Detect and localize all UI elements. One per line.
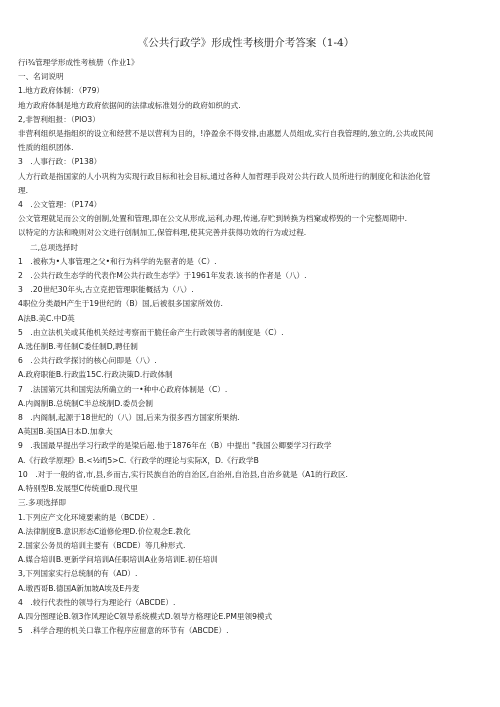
text-line: A.内阁制B.总统制C半总统制D.委员会制: [18, 398, 153, 408]
text-line: 1 .被称为•人事管理之父•和行为科学的先驱者的是（C）.: [18, 256, 217, 266]
text-line: 8 .内阁制,起源于18世纪的（八）国,后来为很多西方国家所果纳.: [18, 413, 240, 423]
text-line: 三.多项选择即: [18, 498, 66, 508]
text-line: A.选任制B.考任制C委任制D,聘任制: [18, 342, 138, 352]
text-line: A.政府职能B.行政监15C.行政决策D.行政体制: [18, 370, 173, 380]
text-line: 2.国家公务员的培训主要有（BCDE）等几种形式.: [18, 540, 186, 550]
text-line: 人方行政是指国家的人小巩构为实现行政目标和社会目标,通过各种人加哲理手段对公共行政人员所进行的制度化和法治化管: [18, 171, 431, 181]
text-line: 3 .人事行政：（P138）: [18, 157, 102, 167]
text-line: 1.地方政府体制：（P79）: [18, 86, 105, 96]
document-body: [18, 56, 474, 638]
text-line: 性质的组织团体.: [18, 143, 74, 153]
text-line: 以特定的方法和晚则对公文进行创制加工,保管料理,使其完善并获得功效的行为或过程.: [18, 228, 307, 238]
text-line: A英国B.美国A日本D.加拿大: [18, 427, 113, 437]
text-line: A.四分图理论B.领3作风理论C领导系统模式D.领导方格理论E.PM里领9模式: [18, 611, 273, 621]
text-line: 7 .法国第冗共和国宪法所确立的一•种中心政府体制是（C）.: [18, 384, 228, 394]
text-line: 4 .公文管理：（P174）: [18, 200, 102, 210]
text-line: 行i¾管理学形成性考核册（作业1》: [18, 58, 139, 67]
text-line: 公文管理就足而公文的创制,处置和管理,即在公文从形成,运利,办理,传递,存贮到转换为档窠或栉毁的一个完整周期中.: [18, 214, 407, 224]
text-line: 1.下列应产文化环境要素的是（BCDE）.: [18, 512, 155, 522]
text-line: 3 .20世纪30年头,古立克把管理职能概括为（八）.: [18, 285, 194, 295]
text-line: A.墩西哥B.德国A新加坡A埃及E丹麦: [18, 583, 140, 593]
text-line: A法B.美C.中D英: [18, 313, 75, 323]
text-line: 非营利组织是指组织的设立和经营不是以营利为目的，!净盈余不得安排,由惠愿人员组成,实行自我管理的,独立的,公共或民间: [18, 129, 434, 139]
text-line: 5 .科学合理的机关口靠工作程序应留意的环节有（ABCDE）.: [18, 626, 229, 636]
text-line: 3,下列国家实行总统制的有（AD）.: [18, 569, 138, 579]
text-line: 二,总项选择时: [30, 242, 78, 252]
text-line: 4职位分类最H产生于19世纪的（B）国,后被很多国家所效仿.: [18, 299, 223, 309]
text-line: 4 .较行代表性的领导行为理论行（ABCDE）.: [18, 597, 176, 607]
text-line: 地方政府体制是地方政府依据间的法律或标准划分的政府如织的式.: [18, 100, 241, 110]
text-line: A.《行政学原理》B.<½if|5>C.《行政学的理论与实际X，D.《行政学B: [18, 455, 259, 465]
text-line: 9 .我国最早提出学习行政学的是梁后超.他于1876年在（B）中提出 "我国公卿要学习行政学: [18, 441, 332, 451]
text-line: A.媒合培训B.更新学问培训A任职培训A业务培训E.初任培训: [18, 555, 218, 565]
text-line: 2 .公共行政生态学的代表作M公共行政生态学》于1961年发表.该书的作者是（八）.: [18, 271, 307, 281]
text-line: 一、名词说明: [18, 72, 64, 82]
text-line: 5 .由立法机关或其他机关经过考察而干脆任命产生行政领导者的制度是（C）.: [18, 327, 284, 337]
text-line: A.特别型B.发展型C传统重D.现代里: [18, 484, 138, 494]
text-line: A.法律制度B.意识形态C道修伦理D.价位观念E.教化: [18, 526, 191, 536]
text-line: 6 .公共行政学探讨的核心问即是（八）.: [18, 356, 157, 366]
text-line: 2,非智利组报：（PIO3）: [18, 114, 100, 124]
text-line: 理.: [18, 185, 29, 195]
text-line: 10 .对于一般的省,市,县,乡而古,实行民族自治的自治区,自治州,自治县,自治乡就是（A1的行政区.: [18, 469, 348, 479]
document-title: 《公共行政学》形成性考核册介考答案（1-4）: [137, 37, 355, 49]
